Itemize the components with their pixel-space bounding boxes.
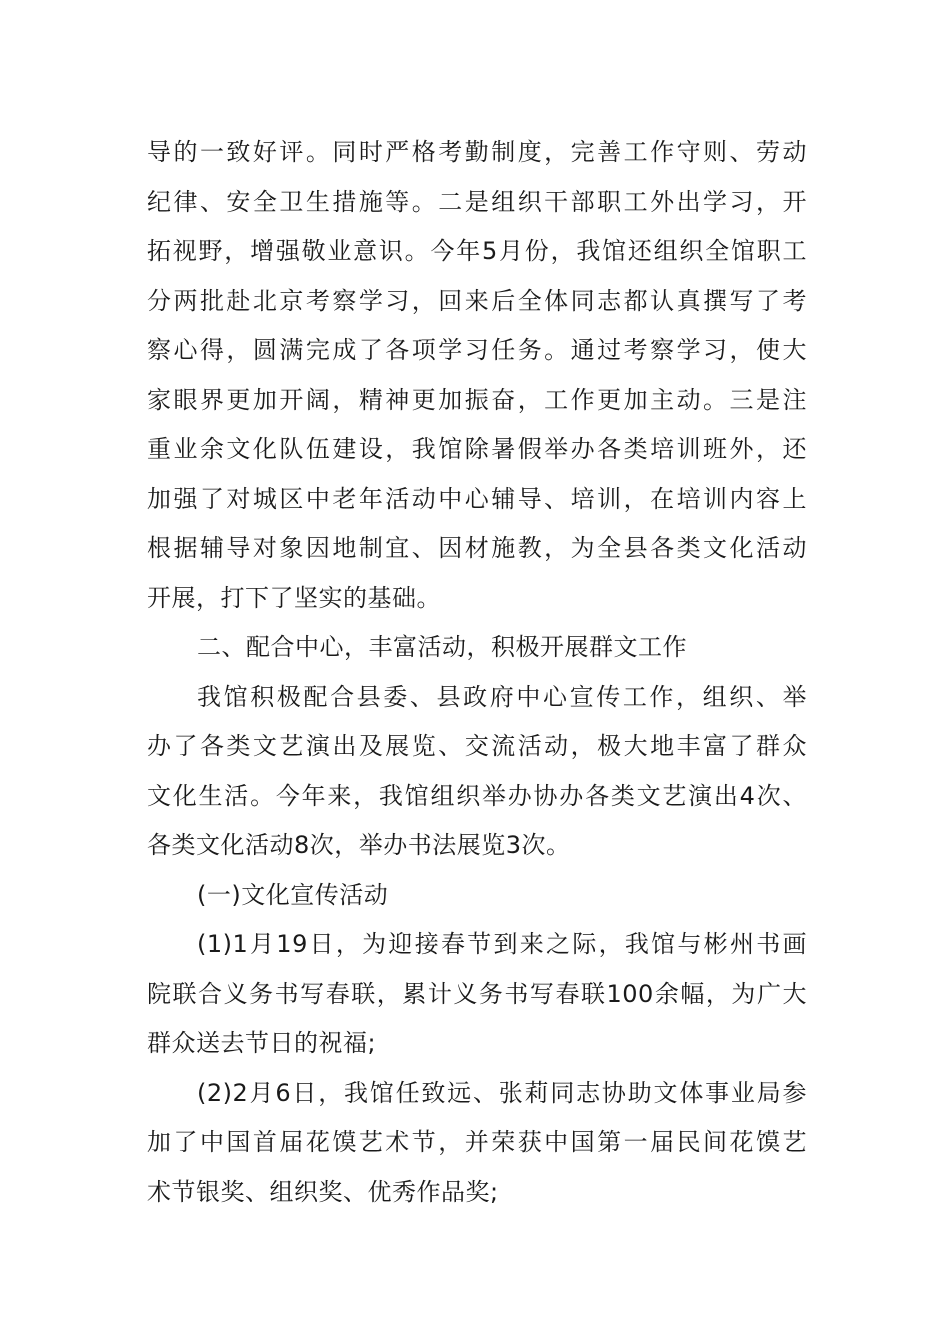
text-line: 我馆积极配合县委、县政府中心宣传工作，组织、举 [197, 682, 807, 711]
text-line: 院联合义务书写春联，累计义务书写春联100余幅，为广大 [147, 979, 807, 1008]
text-line: 拓视野，增强敬业意识。今年5月份，我馆还组织全馆职工 [147, 237, 807, 265]
text-line: 加强了对城区中老年活动中心辅导、培训，在培训内容上 [147, 484, 807, 513]
text-line: 重业余文化队伍建设，我馆除暑假举办各类培训班外，还 [147, 435, 807, 463]
text-line: 根据辅导对象因地制宜、因材施教，为全县各类文化活动 [147, 534, 807, 562]
text-line: 家眼界更加开阔，精神更加振奋，工作更加主动。三是注 [147, 385, 807, 414]
text-line: 文化生活。今年来，我馆组织举办协办各类文艺演出4次、 [147, 781, 807, 810]
text-line: 办了各类文艺演出及展览、交流活动，极大地丰富了群众 [147, 732, 807, 760]
text-line: 分两批赴北京考察学习，回来后全体同志都认真撰写了考 [147, 286, 807, 315]
text-line: 加了中国首届花馍艺术节，并荣获中国第一届民间花馍艺 [147, 1128, 807, 1156]
text-line: 导的一致好评。同时严格考勤制度，完善工作守则、劳动 [147, 138, 807, 166]
text-line: 察心得，圆满完成了各项学习任务。通过考察学习，使大 [147, 336, 807, 364]
text-line: 群众送去节日的祝福; [147, 1029, 377, 1057]
text-line: 术节银奖、组织奖、优秀作品奖; [147, 1177, 499, 1206]
text-line: 各类文化活动8次，举办书法展览3次。 [147, 831, 571, 859]
text-line: (2)2月6日，我馆任致远、张莉同志协助文体事业局参 [197, 1078, 807, 1107]
section-heading: 二、配合中心，丰富活动，积极开展群文工作 [197, 633, 687, 661]
document-body [147, 128, 807, 1217]
subsection-heading: (一)文化宣传活动 [197, 880, 389, 909]
text-line: 开展，打下了坚实的基础。 [147, 583, 441, 612]
text-line: (1)1月19日，为迎接春节到来之际，我馆与彬州书画 [197, 930, 807, 958]
text-line: 纪律、安全卫生措施等。二是组织干部职工外出学习，开 [147, 187, 807, 216]
